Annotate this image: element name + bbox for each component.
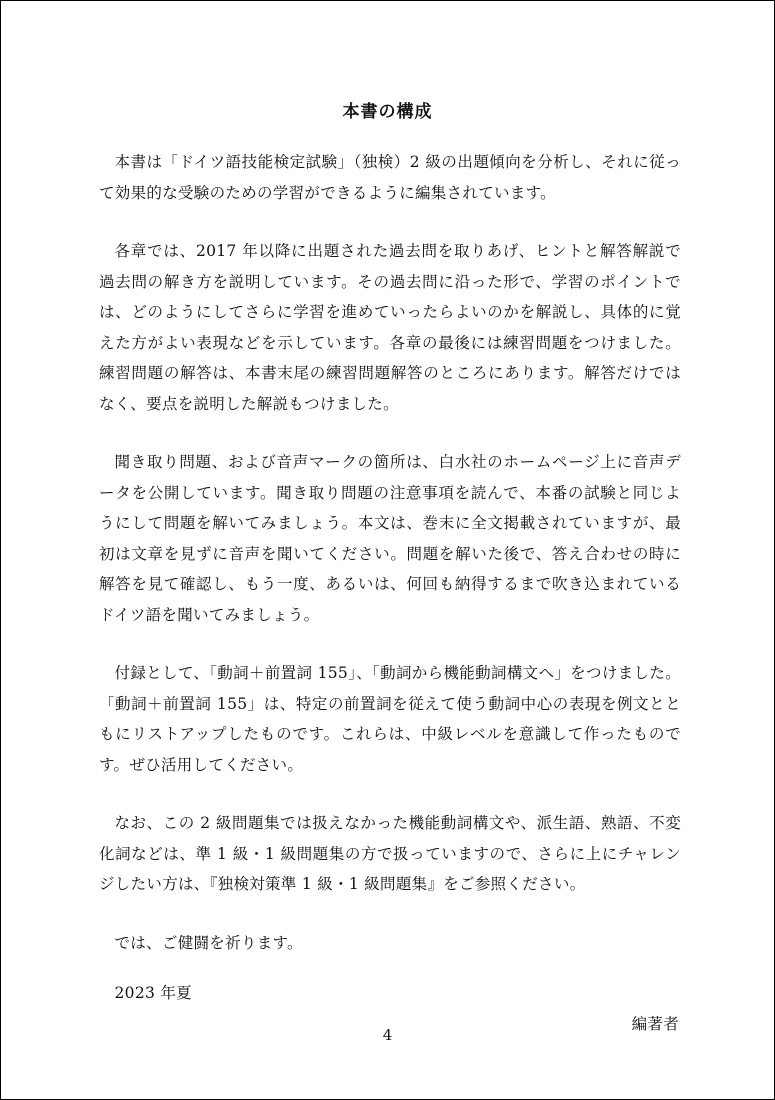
signature: 編著者: [631, 1014, 679, 1033]
paragraph-listening: 聞き取り問題、および音声マークの箇所は、白水社のホームページ上に音声データを公開しています。聞き取り問題の注意事項を読んで、本番の試験と同じようにして問題を解いてみましょう。本文は、巻末に全文掲載されていますが、最初は文章を見ずに音声を聞いてください。問題を解いた後で、答え合わせの時に解答を見て確認し、もう一度、あるいは、何回も納得するまで吹き込まれているドイツ語を聞いてみましょう。: [99, 453, 681, 624]
paragraph-note: なお、この 2 級問題集では扱えなかった機能動詞構文や、派生語、熟語、不変化詞などは、準 1 級・1 級問題集の方で扱っていますので、さらに上にチャレンジしたい方は、『独検対策準 1 級・1 級問題集』をご参照ください。: [99, 814, 681, 893]
paragraph-closing: では、ご健闘を祈ります。: [114, 933, 303, 952]
body-text: [99, 147, 681, 1039]
paragraph-chapters: 各章では、2017 年以降に出題された過去問を取りあげ、ヒントと解答解説で過去問の解き方を説明しています。その過去問に沿った形で、学習のポイントでは、どのようにしてさらに学習を進めていったらよいのかを解説し、具体的に覚えた方がよい表現などを示しています。各章の最後には練習問題をつけました。練習問題の解答は、本書末尾の練習問題解答のところにあります。解答だけではなく、要点を説明した解説もつけました。: [99, 242, 681, 413]
paragraph-appendix: 付録として、「動詞＋前置詞 155」、「動詞から機能動詞構文へ」をつけました。「動詞＋前置詞 155」は、特定の前置詞を従えて使う動詞中心の表現を例文とともにリストアップしたものです。これらは、中級レベルを意識して作ったものです。ぜひ活用してください。: [99, 664, 681, 774]
date-line: 2023 年夏: [114, 984, 192, 1002]
page-title: 本書の構成: [342, 102, 433, 122]
page-number: 4: [382, 1026, 393, 1044]
paragraph-intro: 本書は「ドイツ語技能検定試験」（独検）2 級の出題傾向を分析し、それに従って効果的な受験のための学習ができるように編集されています。: [99, 153, 681, 202]
